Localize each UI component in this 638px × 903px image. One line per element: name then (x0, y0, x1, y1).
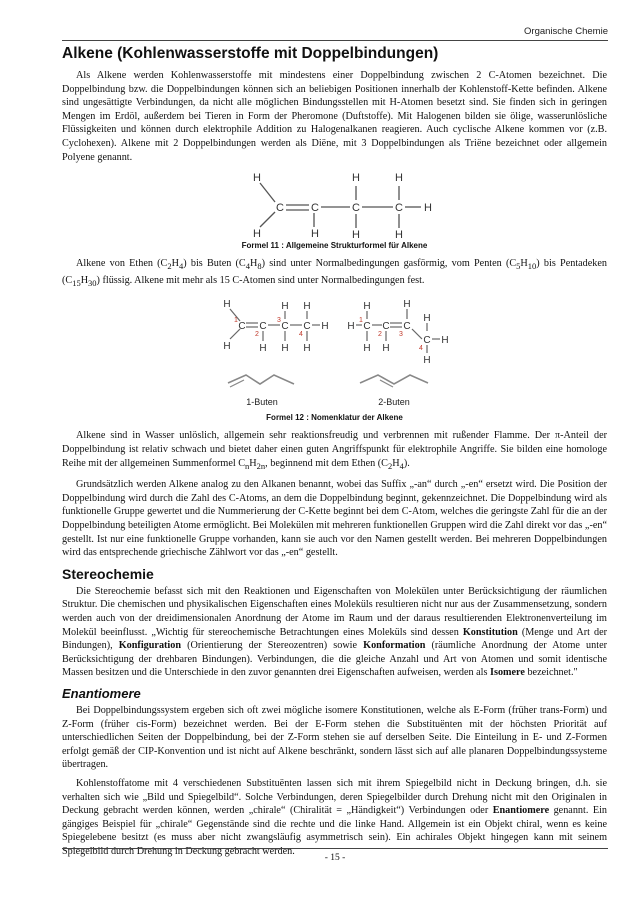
states-paragraph: Alkene von Ethen $(C_2H_4)$ bis Buten $(C_4H_8)$ sind unter Normalbedingungen gasförmig, vom Penten $(C_5H_{10})$ bis Pentadeken $(C_{15}H_{30})$ flüssig. Alkene mit mehr als 15 C-Atomen sind unter Normalbedingungen fest. (62, 258, 607, 288)
figure2-caption: Formel 12 : Nomenklatur der Alkene (266, 413, 403, 423)
page-content (62, 44, 607, 863)
atom-h: H (422, 355, 431, 367)
atom-h: H (302, 343, 311, 355)
figure-general-alkene (235, 169, 435, 241)
carbon-number: 2 (254, 331, 259, 339)
atom-h: H (402, 299, 411, 311)
carbon-number: 2 (377, 331, 382, 339)
stereochemie-paragraph: Die Stereochemie befasst sich mit den Reaktionen und Eigenschaften von Molekülen unter Berücksichtigung der räumlichen Struktur. Die chemischen und physikalischen Eigenschaften eines Moleküls resultieren nicht nur aus der Zusammensetzung, sondern werden auch von der dreidimensionalen Anordnung der Atome im Raum und der daraus resultierenden Elektronenverteilung im Molekül beeinflusst. „Wichtig für stereochemische Betrachtungen eines Moleküls sind dessen Konstitution (Menge und Art der Bindungen), Konfiguration (Orientierung der Stereozentren) sowie Konformation (räumliche Anordnung der Atome unter Berücksichtigung der drehbaren Bindungen). Verbindungen, die die gleiche Anzahl und Art von Atomen und somit identische Massen besitzen und die Unterschiede in den zuvor genannten drei Eigenschaften aufweisen, werden als Isomere bezeichnet." (62, 585, 607, 679)
label-2-buten: 2-Buten (377, 397, 410, 408)
atom-h: H (222, 299, 231, 311)
label-1-buten: 1-Buten (245, 397, 278, 408)
atom-h: H (351, 172, 360, 185)
carbon-number: 4 (418, 345, 423, 353)
atom-h: H (394, 172, 403, 185)
page-number: - 15 - (324, 853, 346, 863)
carbon-number: 4 (298, 331, 303, 339)
skeletal-double-bond (380, 380, 393, 387)
atom-h: H (252, 228, 261, 241)
atom-h: H (310, 228, 319, 241)
carbon-number: 3 (398, 331, 403, 339)
carbon-number: 3 (276, 317, 281, 325)
atom-h: H (302, 301, 311, 313)
skeletal-2-buten (360, 375, 428, 384)
atom-h: H (252, 172, 261, 185)
nomenclature-paragraph: Grundsätzlich werden Alkene analog zu den Alkanen benannt, wobei das Suffix „-an“ durch „-en“ ersetzt wird. Die Position der Doppelbindung wird durch die Zahl des C-Atoms, an dem die Doppelbindung beginnt, gekennzeichnet. Die Doppelbindung wird als funktionelle Gruppe gewertet und die Nummerierung der C-Kette beginnt bei dem C-Atom, welches die geringste Zahl für die an der Doppelbindung beteiligten Atome ermöglicht. Bei Molekülen mit mehreren funktionellen Gruppen wird die Zahl direkt vor das „-en“ gestellt. Ist nur eine funktionelle Gruppe vorhanden, kann sie auch vor den Namen gestellt werden. Bei mehreren Doppelbindungen wird das entsprechende griechische Zählwort vor das „-en“ gestellt. (62, 479, 607, 559)
carbon-number: 1 (233, 317, 238, 325)
atom-h: H (280, 343, 289, 355)
stereochemie-heading: Stereochemie (62, 565, 154, 582)
atom-c: C (362, 321, 371, 333)
properties-paragraph: Alkene sind in Wasser unlöslich, allgemein sehr reaktionsfreudig und verbrennen mit rußender Flamme. Der π-Anteil der Doppelbindung ist relativ schwach und bietet daher einen guten Angriffspunkt für elektrophile Angriffe. Sie bilden eine homologe Reihe mit der allgemeinen Summenformel $C_nH_{2n}$, beginnend mit dem Ethen $(C_2H_4)$. (62, 430, 607, 471)
intro-paragraph: Als Alkene werden Kohlenwasserstoffe mit mindestens einer Doppelbindung zwischen 2 C-Atomen bezeichnet. Die Doppelbindung bzw. die Doppelbindungen können sich an beliebigen Positionen innerhalb der Kohlenstoff-Kette befinden. Alkene sind ungesättigte Verbindungen, da nicht alle möglichen Bindungsstellen mit H-Atomen besetzt sind. Sie finden sich in geringen Mengen im Erdöl, außerdem bei Tieren in Form der Pheromone (Duftstoffe). Mit Halogenen bilden sie ölige, wasserunlösliche Flüssigkeiten und können durch elektrophile Addition zu Halogenalkanen reagieren. Auch cyclische Alkene kommen vor (z.B. Cyclohexen). Alkene mit 2 Doppelbindungen werden als Diëne, mit 3 Doppelbindungen als Triëne bezeichnet oder allgemein Polyene genannt. (62, 70, 607, 163)
atom-h: H (346, 321, 355, 333)
atom-c: C (258, 321, 267, 333)
atom-c: C (310, 202, 319, 215)
enantiomere-heading: Enantiomere (62, 685, 141, 701)
figure1-caption: Formel 11 : Allgemeine Strukturformel für Alkene (241, 241, 428, 251)
page-header (62, 24, 608, 41)
atom-h: H (362, 343, 371, 355)
atom-c: C (275, 202, 284, 215)
atom-h: H (362, 301, 371, 313)
page-title: Alkene (Kohlenwasserstoffe mit Doppelbindungen) (62, 45, 439, 62)
atom-h: H (258, 343, 267, 355)
enantiomere-paragraph-1: Bei Doppelbindungssystem ergeben sich oft zwei mögliche isomere Konstitutionen, welche als E-Form (früher trans-Form) und Z-Form (früher cis-Form) bezeichnet werden. Bei der E-Form stehen die Substituënten mit der höchsten Priorität auf unterschiedlichen Seiten der Doppelbindung, bei der Z-Form stehen sie auf derselben Seite. Die Einteilung in E- und Z-Formen erfolgt gemäß der CIP-Konvention und ist nicht auf Alkene beschränkt, sondern lässt sich auf alle planaren Doppelbindungssysteme übertragen. (62, 704, 607, 771)
atom-c: C (402, 321, 411, 333)
atom-h: H (320, 321, 329, 333)
atom-c: C (422, 335, 431, 347)
figure-nomenclature (210, 295, 460, 413)
atom-c: C (381, 321, 390, 333)
atom-h: H (351, 229, 360, 242)
page-footer (62, 848, 608, 863)
atom-h: H (222, 341, 231, 353)
atom-h: H (423, 202, 432, 215)
atom-c: C (302, 321, 311, 333)
atom-h: H (394, 229, 403, 242)
atom-h: H (381, 343, 390, 355)
atom-c: C (237, 321, 246, 333)
alkene-structure-diagram (235, 169, 435, 241)
atom-h: H (440, 335, 449, 347)
atom-h: H (422, 313, 431, 325)
atom-c: C (351, 202, 360, 215)
atom-h: H (280, 301, 289, 313)
carbon-number: 1 (358, 317, 363, 325)
atom-c: C (280, 321, 289, 333)
header-title: Organische Chemie (524, 26, 608, 37)
enantiomere-paragraph-2: Kohlenstoffatome mit 4 verschiedenen Substituënten lassen sich mit ihrem Spiegelbild nicht in Deckung bringen, d.h. sie verhalten sich wie „Bild und Spiegelbild“. Solche Verbindungen, deren Spiegelbilder durch Drehung nicht mit den Originalen in Deckung gebracht werden können, werden „chirale“ (Chiralität = „Händigkeit“) Verbindungen oder Enantiomere genannt. Ein gängiges Beispiel für „chirale“ Gegenstände sind die rechte und die linke Hand. Allgemein ist ein Objekt chiral, wenn es keine Spiegelebene besitzt (es muss aber nicht zwangsläufig asymmetrisch sein). Ein achirales Objekt hingegen kann mit seinem Spiegelbild durch Drehung in Deckung gebracht werden. (62, 777, 607, 857)
atom-c: C (394, 202, 403, 215)
butene-structures-diagram (210, 295, 460, 413)
